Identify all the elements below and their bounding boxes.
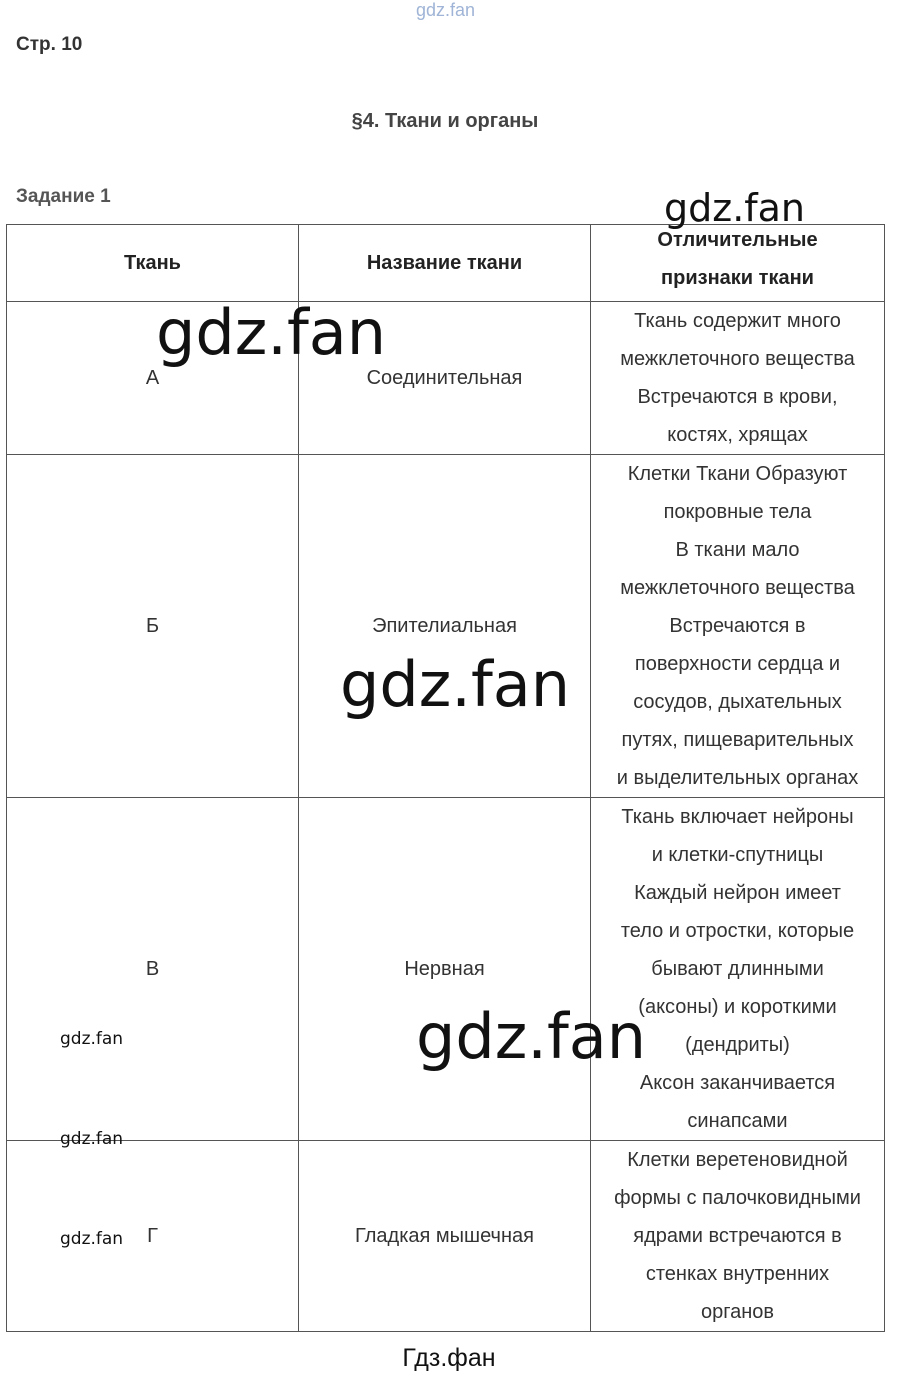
feature-line: (аксоны) и короткими bbox=[638, 996, 837, 1018]
feature-line: межклеточного вещества bbox=[620, 348, 855, 370]
watermark-small: gdz.fan bbox=[60, 1229, 124, 1249]
section-title: §4. Ткани и органы bbox=[351, 110, 539, 132]
tissue-letter: А bbox=[7, 302, 299, 455]
watermark-header: gdz.fan bbox=[664, 186, 806, 230]
table-row bbox=[7, 798, 885, 1141]
feature-line: межклеточного вещества bbox=[620, 577, 855, 599]
header-features bbox=[591, 225, 885, 302]
feature-line: формы с палочковидными bbox=[614, 1187, 861, 1209]
tissue-features bbox=[591, 1141, 885, 1332]
feature-line: В ткани мало bbox=[675, 539, 800, 561]
watermark-row2: gdz.fan bbox=[340, 648, 571, 721]
task-label: Задание 1 bbox=[16, 186, 111, 207]
feature-line: бывают длинными bbox=[651, 958, 824, 980]
top-watermark: gdz.fan bbox=[416, 0, 476, 20]
feature-line: Клетки Ткани Образуют bbox=[627, 463, 848, 485]
header-features-line: Отличительные bbox=[657, 229, 818, 251]
feature-line: стенках внутренних bbox=[645, 1263, 830, 1285]
feature-line: синапсами bbox=[687, 1110, 788, 1132]
feature-line: ядрами встречаются в bbox=[633, 1225, 842, 1247]
watermark-small: gdz.fan bbox=[60, 1029, 124, 1049]
feature-line: Встречаются в bbox=[669, 615, 806, 637]
feature-line: Клетки веретеновидной bbox=[627, 1149, 848, 1171]
page-label: Стр. 10 bbox=[16, 34, 83, 55]
watermark-small: gdz.fan bbox=[60, 1129, 124, 1149]
feature-line: поверхности сердца и bbox=[634, 653, 841, 675]
table-row bbox=[7, 302, 885, 455]
feature-line: покровные тела bbox=[663, 501, 812, 523]
feature-line: Каждый нейрон имеет bbox=[634, 882, 841, 904]
header-features-line: признаки ткани bbox=[661, 267, 814, 289]
feature-line: Ткань содержит много bbox=[634, 310, 841, 332]
tissue-name: Гладкая мышечная bbox=[299, 1141, 591, 1332]
tissue-features bbox=[591, 455, 885, 798]
feature-line: костях, хрящах bbox=[667, 424, 808, 446]
feature-line: Ткань включает нейроны bbox=[621, 806, 854, 828]
tissue-name: Эпителиальная bbox=[299, 455, 591, 798]
watermark-row3: gdz.fan bbox=[416, 1000, 647, 1073]
footer-watermark: Гдз.фан bbox=[402, 1344, 496, 1372]
feature-line: Встречаются в крови, bbox=[637, 386, 838, 408]
watermark-row1: gdz.fan bbox=[156, 296, 387, 369]
tissue-letter: Б bbox=[7, 455, 299, 798]
table-row bbox=[7, 455, 885, 798]
tissue-name: Нервная bbox=[299, 798, 591, 1141]
tissue-features bbox=[591, 798, 885, 1141]
header-tissue-name: Название ткани bbox=[299, 225, 591, 302]
feature-line: (дендриты) bbox=[685, 1034, 790, 1056]
table-header-row bbox=[7, 225, 885, 302]
tissue-letter: Г bbox=[7, 1141, 299, 1332]
feature-line: путях, пищеварительных bbox=[621, 729, 854, 751]
tissues-table bbox=[6, 224, 885, 1332]
tissue-name: Соединительная bbox=[299, 302, 591, 455]
tissue-features bbox=[591, 302, 885, 455]
feature-line: и клетки-спутницы bbox=[651, 844, 824, 866]
feature-line: Аксон заканчивается bbox=[639, 1072, 836, 1094]
feature-line: и выделительных органах bbox=[616, 767, 859, 789]
header-tissue: Ткань bbox=[7, 225, 299, 302]
table-row bbox=[7, 1141, 885, 1332]
tissue-letter: В bbox=[7, 798, 299, 1141]
feature-line: органов bbox=[700, 1301, 775, 1323]
feature-line: сосудов, дыхательных bbox=[633, 691, 842, 713]
feature-line: тело и отростки, которые bbox=[620, 920, 855, 942]
